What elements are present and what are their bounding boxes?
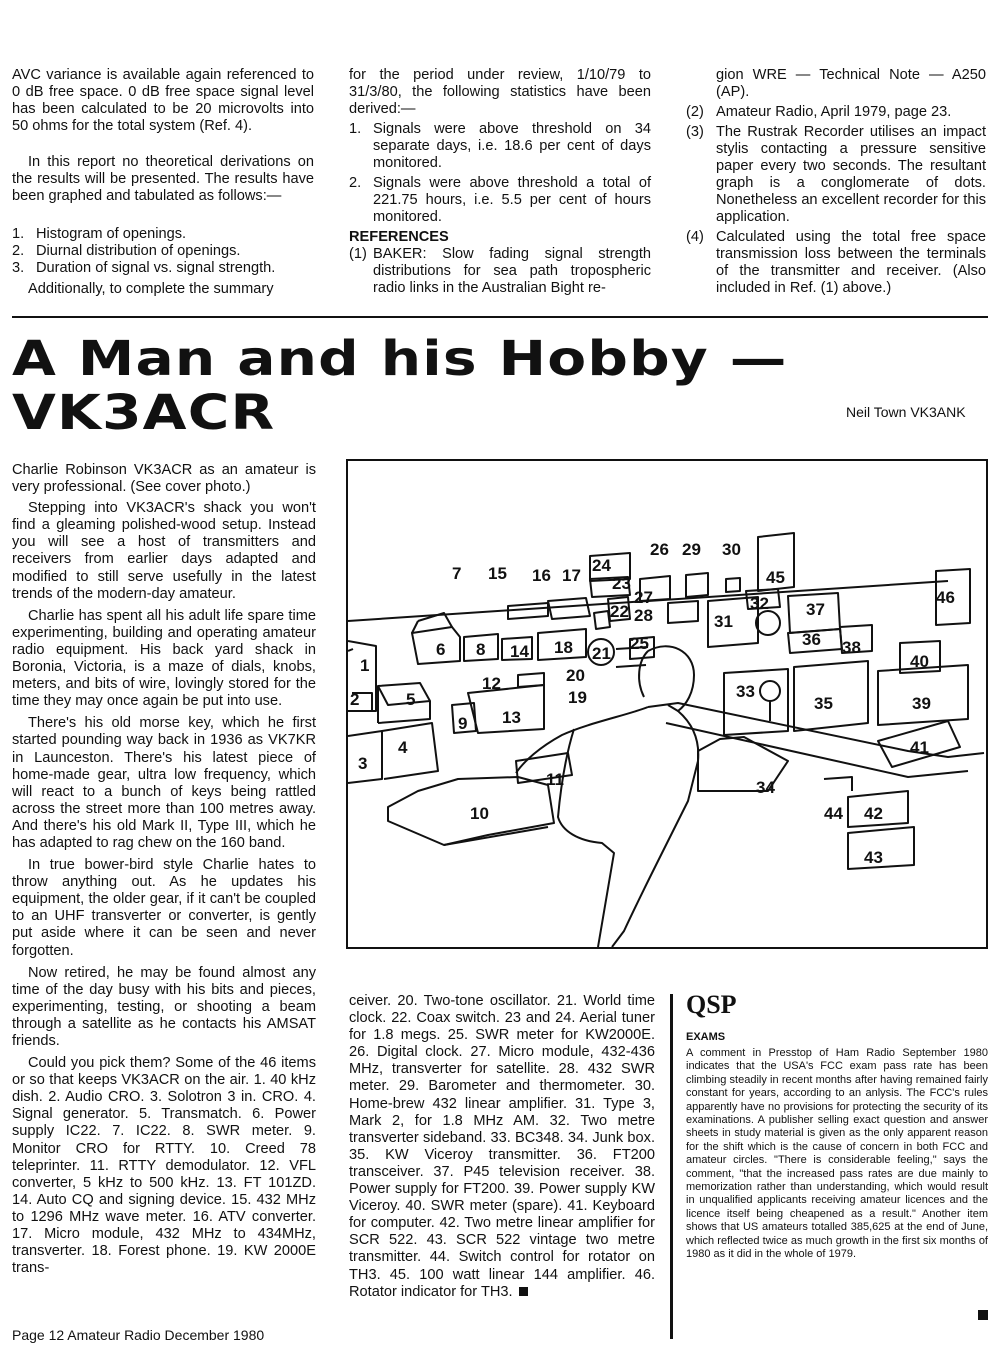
list-number: 1.	[12, 226, 25, 242]
reference-text: The Rustrak Recorder utilises an impact stylis contacting a pressure sensitive paper every two seconds. The resultant graph is a conglomerate of dots. Nonetheless an excellent recorder for this application.	[716, 124, 986, 225]
page-footer: Page 12 Amateur Radio December 1980	[12, 1327, 265, 1343]
diagram-label: 41	[910, 738, 929, 757]
list-text: Signals were above threshold a total of 221.75 hours, i.e. 5.5 per cent of hours monitored.	[373, 175, 651, 225]
diagram-label: 33	[736, 682, 755, 701]
article-item-list-continued	[349, 993, 655, 1301]
diagram-label: 38	[842, 638, 861, 657]
diagram-label: 35	[814, 694, 833, 713]
reference-3	[686, 124, 986, 226]
diagram-label: 29	[682, 540, 701, 559]
diagram-label: 15	[488, 564, 507, 583]
list-number: 1.	[349, 121, 362, 137]
qsp-body	[686, 1047, 988, 1262]
list-text: Duration of signal vs. signal strength.	[36, 260, 276, 276]
diagram-label: 34	[756, 778, 775, 797]
operator-outline	[612, 646, 698, 947]
article-title-line-2: VK3ACR	[12, 385, 276, 441]
diagram-label: 4	[398, 738, 408, 757]
article-item-list-text: ceiver. 20. Two-tone oscillator. 21. World time clock. 22. Coax switch. 23 and 24. Aerial tuner for 1.8 megs. 25. SWR meter for KW2000E. 26. Digital clock. 27. Micro module, 432-436 MHz, transverter for satellite. 28. 432 SWR meter. 29. Barometer and thermometer. 30. Home-brew 432 linear amplifier. 31. Type 3, Mark 2, for 1.8 MHz AM. 32. Two metre transverter sideband. 33. BC348. 34. Junk box. 35. KW Viceroy transmitter. 36. FT200 transceiver. 37. P45 television receiver. 38. Power supply for FT200. 39. Power supply KW Viceroy. 40. SWR meter (spare). 41. Keyboard for computer. 42. Two metre linear amplifier for SCR 522. 43. SCR 522 vintage two metre transmitter. 44. Switch control for rotator on TH3. 45. 100 watt linear 144 amplifier. 46. Rotator indicator for TH3.	[349, 993, 655, 1300]
article-paragraph: Charlie Robinson VK3ACR as an amateur is very professional. (See cover photo.)	[12, 462, 316, 496]
top-col2-paragraph-1: for the period under review, 1/10/79 to 31/3/80, the following statistics have been derived:—	[349, 67, 651, 117]
qsp-title: QSP	[686, 990, 737, 1019]
cabinet-4	[382, 723, 438, 779]
diagram-label: 22	[610, 602, 629, 621]
diagram-label: 46	[936, 588, 955, 607]
article-paragraph: There's his old morse key, which he first started pounding way back in 1936 as VK7KR in Launceston. There's his latest piece of home-made gear, ultra low frequency, which will react to a bunch of keys being rattled across the street more than 100 metres away. And there's his old Mark II, Type III, which he has adapted to rag chew on the 160 band.	[12, 715, 316, 851]
top-col1-list-item-1	[12, 226, 314, 243]
article-paragraph: Stepping into VK3ACR's shack you won't find a gleaming polished-wood setup. Instead you will see a host of transmitters and receivers from earlier days adapted and modified to still serve usefully in the latest trends of the modern-day amateur.	[12, 500, 316, 602]
list-number: 3.	[12, 260, 25, 276]
unit-27-28	[668, 601, 698, 623]
reference-number: (3)	[686, 124, 704, 140]
reference-number: (4)	[686, 229, 704, 245]
diagram-label: 3	[358, 754, 368, 773]
diagram-label: 36	[802, 630, 821, 649]
diagram-label: 20	[566, 666, 585, 685]
diagram-label: 45	[766, 568, 785, 587]
article-paragraph: Now retired, he may be found almost any time of the day busy with his bits and pieces, experimenting, testing, or shooting a beam through a satellite as he contacts his AMSAT friends.	[12, 964, 316, 1049]
list-text: Signals were above threshold on 34 separate days, i.e. 18.6 per cent of days monitored.	[373, 121, 651, 171]
diagram-label: 40	[910, 652, 929, 671]
reference-text: Calculated using the total free space transmission loss between the terminals of the transmitter and receiver. (Also included in Ref. (1) above.)	[716, 229, 986, 296]
diagram-label: 30	[722, 540, 741, 559]
cabinet-5	[378, 683, 430, 705]
top-col1-list-item-3	[12, 260, 314, 277]
shack-diagram-drawing	[348, 461, 986, 947]
diagram-label: 10	[470, 804, 489, 823]
diagram-label: 39	[912, 694, 931, 713]
article-byline: Neil Town VK3ANK	[846, 404, 966, 420]
unit-16	[548, 598, 590, 619]
unit-44	[824, 777, 852, 791]
unit-30	[726, 578, 740, 592]
diagram-label: 44	[824, 804, 843, 823]
reference-number: (1)	[349, 246, 367, 262]
reference-1	[349, 246, 651, 297]
unit-17	[594, 611, 610, 629]
reference-text: BAKER: Slow fading signal strength distributions for sea path tropospheric radio links in the Australian Bight re-	[373, 246, 651, 296]
diagram-label: 37	[806, 600, 825, 619]
diagram-label: 5	[406, 690, 416, 709]
top-col1-list-item-2	[12, 243, 314, 260]
article-title-line-1: A Man and his Hobby —	[12, 331, 788, 387]
diagram-label: 9	[458, 714, 468, 733]
unit-32-dial	[756, 611, 780, 635]
reference-number: (2)	[686, 104, 704, 120]
article-paragraph: Could you pick them? Some of the 46 items or so that keeps VK3ACR on the air. 1. 40 kHz dish. 2. Audio CRO. 3. Solotron 3 in. CRO. 4. Signal generator. 5. Transmatch. 6. Power supply IC22. 7. IC22. 8. SWR meter. 9. Monitor CRO for RTTY. 10. Creed 78 teleprinter. 11. RTTY demodulator. 12. VFL converter, 5 kHz to 500 kHz. 13. FT 101ZD. 14. Auto CQ and signing device. 15. 432 MHz to 1296 MHz wave meter. 16. ATV converter. 17. Micro module, 432 MHz to 434MHz, transverter. 18. Forest phone. 19. KW 2000E trans-	[12, 1055, 316, 1277]
diagram-label: 25	[630, 634, 649, 653]
top-col1-paragraph-1: AVC variance is available again referenced to 0 dB free space. 0 dB free space signal level has been calculated to be 20 microvolts into 50 ohms for the total system (Ref. 4).	[12, 67, 314, 134]
unit-29	[686, 573, 708, 597]
article-paragraph: Charlie has spent all his adult life spare time experimenting, building and operating amateur radio equipment. His back yard shack in Boronia, Victoria, is a maze of dials, knobs, meters, and bits of wire, lovingly stored for the time they may once again be put into use.	[12, 607, 316, 710]
qsp-divider	[670, 994, 673, 1339]
diagram-label: 24	[592, 556, 611, 575]
list-text: Diurnal distribution of openings.	[36, 243, 241, 259]
shack-diagram	[346, 459, 988, 949]
diagram-label: 11	[546, 770, 564, 789]
diagram-label: 28	[634, 606, 653, 625]
diagram-label: 21	[592, 644, 611, 663]
diagram-label: 26	[650, 540, 669, 559]
diagram-label: 18	[554, 638, 573, 657]
reference-4	[686, 229, 986, 297]
top-col2-list-item-1	[349, 121, 651, 172]
diagram-label: 32	[750, 594, 769, 613]
reference-2	[686, 104, 986, 121]
article-paragraph: In true bower-bird style Charlie hates to throw anything out. As he updates his equipment, the older gear, if it can't be coupled to an UHF transverter or converter, is gently put aside where it can be seen and never forgotten.	[12, 857, 316, 959]
diagram-label: 23	[612, 574, 631, 593]
qsp-body-text: A comment in Presstop of Ham Radio September 1980 indicates that the USA's FCC exam pass rate has been climbing steadily in recent months after having remained fairly constant for years, according to an anlysis. The FCC's rules apparently have no provisions for protecting the security of its examinations. A publisher selling exact question and answer sheets in study material is given as the only apparent reason for the shift which is the cause of concern in both FCC and amateur circles. "There is considerable feeling," says the comment, "that the increased pass rates are due mainly to memorization rather than understanding, which would result in unqualified applicants receiving amateur licences and the licence itself being cheapened as a result." Another item shows that US amateurs totalled 385,625 at the end of June, which reflected twice as much growth in the first six months of 1980 as it did in the whole of 1979.	[686, 1047, 988, 1261]
diagram-label: 16	[532, 566, 551, 585]
diagram-label: 19	[568, 688, 587, 707]
diagram-label: 42	[864, 804, 883, 823]
diagram-label: 12	[482, 674, 501, 693]
top-col1-paragraph-3: Additionally, to complete the summary	[28, 281, 274, 297]
diagram-label: 31	[714, 612, 733, 631]
list-text: Histogram of openings.	[36, 226, 187, 242]
references-heading: REFERENCES	[349, 229, 449, 245]
diagram-label: 6	[436, 640, 446, 659]
list-number: 2.	[12, 243, 25, 259]
diagram-label: 1	[360, 656, 370, 675]
qsp-end-mark	[978, 1310, 988, 1320]
diagram-label: 17	[562, 566, 581, 585]
diagram-label: 2	[350, 690, 360, 709]
top-col1-paragraph-2: In this report no theoretical derivations on the results will be presented. The results have been graphed and tabulated as follows:—	[12, 154, 314, 204]
diagram-label: 8	[476, 640, 486, 659]
unit-15	[508, 603, 548, 619]
diagram-label: 7	[452, 564, 462, 583]
diagram-labels	[350, 540, 955, 867]
reference-text: Amateur Radio, April 1979, page 23.	[716, 104, 952, 120]
diagram-label: 27	[634, 588, 653, 607]
top-col2-list-item-2	[349, 175, 651, 226]
reference-1-continuation: gion WRE — Technical Note — A250 (AP).	[716, 67, 986, 100]
diagram-label: 14	[510, 642, 529, 661]
list-number: 2.	[349, 175, 362, 191]
section-divider	[12, 316, 988, 318]
diagram-label: 43	[864, 848, 883, 867]
article-left-column	[12, 462, 316, 1277]
diagram-label: 13	[502, 708, 521, 727]
qsp-heading: EXAMS	[686, 1031, 726, 1043]
end-of-article-mark	[519, 1287, 528, 1296]
unit-33	[724, 669, 788, 735]
